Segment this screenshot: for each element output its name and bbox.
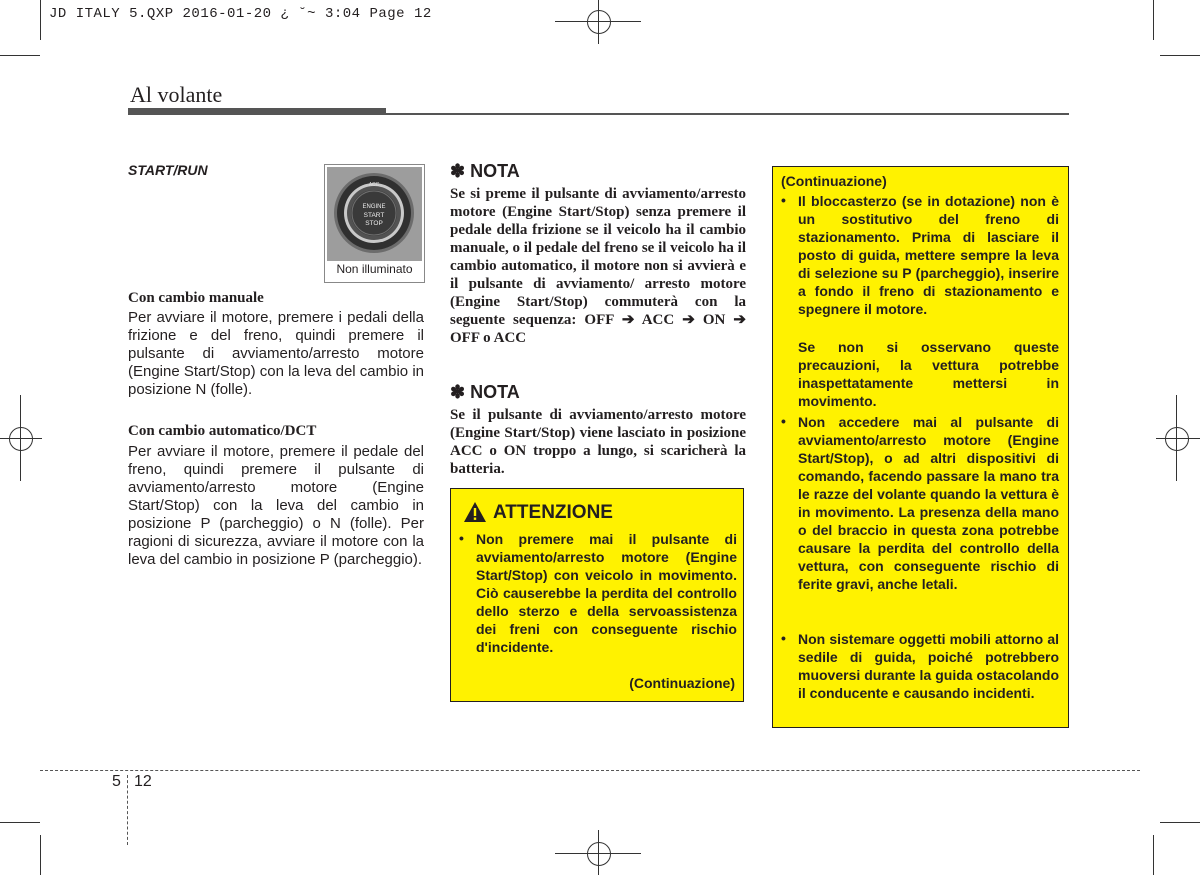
start-label: START [363, 212, 385, 219]
manual-gearbox-heading: Con cambio manuale [128, 290, 264, 306]
section-title: Al volante [130, 82, 223, 107]
warning-box [450, 488, 744, 702]
warning-item: Non premere mai il pulsante di avviamento/arresto motore (Engine Start/Stop) con veicolo in movimento. Ciò causerebbe la perdita del controllo dello sterzo e della servoassistenza dei freni con conseguente rischio d'incidente. [476, 531, 737, 655]
bullet-icon: • [781, 192, 786, 208]
print-header: JD ITALY 5.QXP 2016-01-20 ¿ ˘~ 3:04 Page 12 [49, 6, 432, 22]
nota-heading-1: ✽ NOTA [450, 161, 520, 181]
bullet-icon: • [781, 630, 786, 646]
title-rule-thin [386, 113, 1069, 115]
bullet-icon: • [781, 413, 786, 429]
warning-item-1-extra: Se non si osservano queste precauzioni, la vettura potrebbe inaspettatamente mettersi in movimento. [798, 339, 1059, 409]
manual-gearbox-text: Per avviare il motore, premere i pedali della frizione e del freno, quindi premere il pulsante di avviamento/arresto motore (Engine Start/Stop) con la leva del cambio in posizione N (folle). [128, 309, 424, 398]
bullet-icon: • [459, 530, 464, 546]
continued-warning-box [772, 166, 1069, 728]
start-button-photo [327, 167, 422, 261]
start-button-figure [324, 164, 425, 283]
warning-item-3: Non sistemare oggetti mobili attorno al sedile di guida, poiché potrebbero muoversi durante la guida ostacolando il conducente e causando incidenti. [798, 631, 1059, 701]
acc-label: ACC [368, 182, 380, 188]
page-number: 12 [134, 773, 152, 790]
section-number: 5 [112, 773, 121, 790]
automatic-gearbox-text: Per avviare il motore, premere il pedale del freno, quindi premere il pulsante di avviamento/arresto motore (Engine Start/Stop) con la leva del cambio in posizione P (parcheggio) o N (folle). Per ragioni di sicurezza, avviare il motore con la leva del cambio in posizione P (parcheggio). [128, 443, 424, 568]
nota-text-1: Se si preme il pulsante di avviamento/arresto motore (Engine Start/Stop) senza premere il pedale della frizione se il veicolo ha il cambio manuale, o il pedale del freno se il veicolo ha il cambio automatico, il motore non si avvierà e il pulsante di avviamento/ arresto motore (Engine Start/Stop) commuterà con la seguente sequenza: OFF ➔ ACC ➔ ON ➔ OFF o ACC [450, 186, 746, 346]
warning-continue: (Continuazione) [629, 675, 735, 691]
engine-start-stop-button-icon [327, 167, 422, 261]
title-rule-thick [128, 108, 386, 115]
nota-heading-2: ✽ NOTA [450, 382, 520, 402]
stop-label: STOP [365, 220, 383, 227]
warning-title: ATTENZIONE [493, 502, 613, 523]
warning-item-1: Il bloccasterzo (se in dotazione) non è un sostitutivo del freno di stazionamento. Prima di lasciare il posto di guida, mettere sempre la leva di selezione su P (parcheggio), inserire a fondo il freno di stazionamento e spegnere il motore. [798, 193, 1059, 317]
nota-text-2: Se il pulsante di avviamento/arresto motore (Engine Start/Stop) viene lasciato in posizione ACC o ON troppo a lungo, si scaricherà la batteria. [450, 407, 746, 477]
start-run-heading: START/RUN [128, 162, 208, 178]
footer-divider [127, 775, 128, 845]
continued-label: (Continuazione) [781, 173, 887, 189]
footer-rule [40, 770, 1140, 771]
engine-label: ENGINE [362, 204, 386, 210]
warning-item-2: Non accedere mai al pulsante di avviamento/arresto motore (Engine Start/Stop), o ad altri dispositivi di comando, facendo passare la mano tra le razze del volante quando la vettura è in movimento. La presenza della mano o del braccio in questa zona potrebbe causare la perdita del controllo della vettura, con conseguente rischio di ferite gravi, anche letali. [798, 414, 1059, 592]
warning-triangle-icon [463, 501, 487, 523]
automatic-gearbox-heading: Con cambio automatico/DCT [128, 423, 317, 439]
image-caption: Non illuminato [336, 262, 413, 276]
